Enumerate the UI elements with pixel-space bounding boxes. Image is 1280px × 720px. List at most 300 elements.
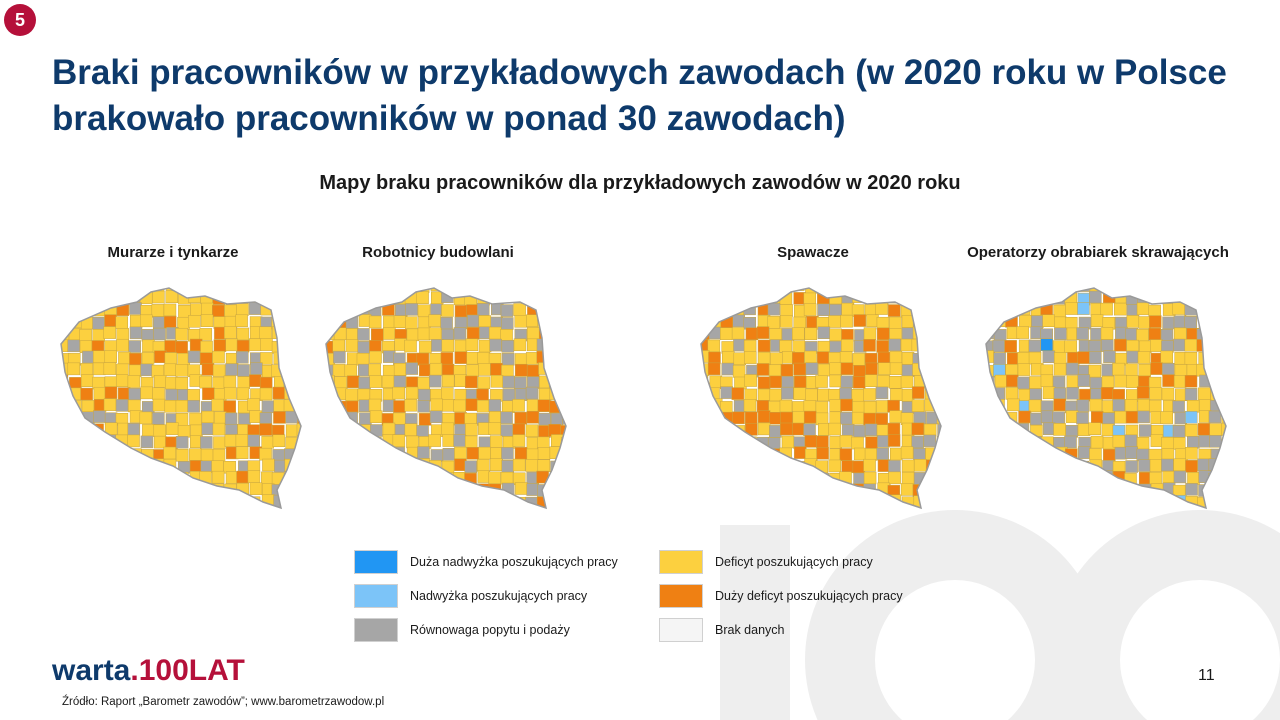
county-region xyxy=(1139,425,1151,437)
county-region xyxy=(44,472,56,484)
county-region xyxy=(236,497,248,509)
county-region xyxy=(806,389,818,401)
county-region xyxy=(853,401,865,413)
county-region xyxy=(1053,376,1065,388)
county-region xyxy=(830,363,842,375)
county-region xyxy=(513,459,525,471)
county-region xyxy=(1089,291,1101,303)
county-region xyxy=(1186,483,1198,495)
county-region xyxy=(924,435,936,447)
county-region xyxy=(1211,351,1223,363)
county-region xyxy=(479,316,491,328)
county-region xyxy=(781,280,793,292)
county-region xyxy=(958,387,970,399)
county-region xyxy=(1066,509,1078,520)
county-region xyxy=(684,472,696,484)
county-region xyxy=(1199,352,1211,364)
county-region xyxy=(1163,375,1175,387)
county-region xyxy=(995,291,1007,303)
county-region xyxy=(758,460,770,472)
county-region xyxy=(153,317,165,329)
county-region xyxy=(33,328,44,340)
county-region xyxy=(1029,340,1041,352)
county-region xyxy=(684,496,696,508)
county-region xyxy=(237,340,249,352)
county-region xyxy=(176,508,188,520)
source-note: Źródło: Raport „Barometr zawodów”; www.barometrzawodow.pl xyxy=(62,696,385,708)
county-region xyxy=(684,389,696,401)
county-region xyxy=(501,425,513,437)
county-region xyxy=(912,423,924,435)
county-region xyxy=(958,472,969,484)
county-region xyxy=(840,412,852,424)
logo-warta-text: warta xyxy=(52,654,131,687)
county-region xyxy=(503,291,515,303)
county-region xyxy=(912,387,924,399)
county-region xyxy=(971,485,983,497)
county-region xyxy=(248,507,260,519)
county-region xyxy=(575,496,578,508)
county-region xyxy=(1018,364,1030,376)
county-region xyxy=(357,460,369,472)
county-region xyxy=(959,292,971,304)
county-region xyxy=(926,304,938,316)
county-region xyxy=(333,471,345,483)
county-region xyxy=(829,460,841,472)
county-region xyxy=(551,364,563,376)
county-region xyxy=(888,423,900,435)
county-region xyxy=(950,315,953,327)
county-region xyxy=(81,363,93,375)
county-region xyxy=(982,447,994,459)
county-region xyxy=(1175,364,1187,376)
county-region xyxy=(686,449,698,461)
county-region xyxy=(466,339,478,351)
county-region xyxy=(708,352,720,364)
county-region xyxy=(684,435,696,447)
county-region xyxy=(358,280,370,291)
county-region xyxy=(224,327,236,339)
county-region xyxy=(394,496,406,508)
county-region xyxy=(926,471,938,483)
slide-section-badge: 5 xyxy=(4,4,36,36)
county-region xyxy=(370,425,382,437)
county-region xyxy=(697,364,709,376)
county-region xyxy=(1091,497,1103,509)
county-region xyxy=(1029,352,1041,364)
county-region xyxy=(224,280,236,291)
county-region xyxy=(178,497,190,509)
county-region xyxy=(817,485,829,497)
county-region xyxy=(781,472,793,484)
county-region xyxy=(575,328,578,340)
county-region xyxy=(696,436,708,448)
county-region xyxy=(46,280,58,291)
county-region xyxy=(816,413,828,425)
county-region xyxy=(1223,304,1235,316)
county-region xyxy=(758,447,770,459)
county-region xyxy=(224,509,236,520)
county-region xyxy=(864,401,876,413)
county-region xyxy=(1199,281,1211,293)
county-region xyxy=(684,315,696,327)
county-region xyxy=(852,280,864,291)
county-region xyxy=(44,401,56,413)
county-region xyxy=(983,305,995,317)
county-region xyxy=(549,495,561,507)
county-region xyxy=(1162,363,1174,375)
county-region xyxy=(698,291,710,303)
county-region xyxy=(757,508,769,520)
county-region xyxy=(1185,411,1197,423)
maps-subtitle: Mapy braku pracowników dla przykładowych zawodów w 2020 roku xyxy=(319,172,961,194)
county-region xyxy=(455,317,467,329)
county-region xyxy=(176,364,188,376)
county-region xyxy=(178,425,190,437)
county-region xyxy=(745,293,757,305)
county-region xyxy=(721,387,733,399)
county-region xyxy=(902,460,914,472)
county-region xyxy=(562,365,574,377)
county-region xyxy=(117,459,129,471)
county-region xyxy=(443,280,455,291)
county-region xyxy=(395,509,407,520)
county-region xyxy=(1089,340,1101,352)
county-region xyxy=(393,387,405,399)
county-region xyxy=(575,341,578,353)
county-region xyxy=(924,316,936,328)
county-region xyxy=(876,303,888,315)
map-label: Robotnicy budowlani xyxy=(362,243,514,261)
county-region xyxy=(817,507,829,519)
county-region xyxy=(1030,473,1042,485)
county-region xyxy=(140,412,152,424)
county-region xyxy=(200,328,212,340)
county-region xyxy=(527,377,539,389)
county-region xyxy=(285,339,297,351)
county-region xyxy=(345,280,357,292)
county-region xyxy=(202,363,214,375)
county-region xyxy=(1162,437,1174,449)
county-region xyxy=(455,424,467,436)
legend-swatch xyxy=(354,618,398,642)
county-region xyxy=(1138,411,1150,423)
county-region xyxy=(200,436,212,448)
county-region xyxy=(686,375,698,387)
county-region xyxy=(273,292,285,304)
county-region xyxy=(260,339,272,351)
county-region xyxy=(539,413,551,425)
county-region xyxy=(383,495,395,507)
county-region xyxy=(527,280,539,292)
county-region xyxy=(117,293,129,305)
county-region xyxy=(948,460,953,472)
county-region xyxy=(924,327,936,339)
county-region xyxy=(309,339,321,351)
county-region xyxy=(1103,351,1115,363)
county-region xyxy=(250,281,262,293)
county-region xyxy=(164,316,176,328)
county-region xyxy=(889,509,901,520)
county-region xyxy=(1222,291,1234,303)
county-region xyxy=(829,497,841,509)
county-region xyxy=(140,473,152,485)
county-region xyxy=(358,389,370,401)
county-region xyxy=(213,437,225,449)
county-region xyxy=(383,507,395,519)
county-region xyxy=(830,483,842,495)
county-region xyxy=(237,508,249,520)
county-region xyxy=(865,280,877,291)
county-region xyxy=(128,400,140,412)
county-region xyxy=(793,411,805,423)
county-region xyxy=(501,317,513,329)
county-region xyxy=(1223,507,1235,519)
county-region xyxy=(200,376,212,388)
county-region xyxy=(311,387,323,399)
county-region xyxy=(116,449,128,461)
county-region xyxy=(938,303,950,315)
county-region xyxy=(117,339,129,351)
county-region xyxy=(840,435,852,447)
county-region xyxy=(176,328,188,340)
county-region xyxy=(970,413,982,425)
county-region xyxy=(1138,399,1150,411)
county-region xyxy=(864,413,876,425)
county-region xyxy=(958,353,969,365)
county-region xyxy=(1005,340,1017,352)
county-region xyxy=(69,400,81,412)
county-region xyxy=(104,363,116,375)
county-region xyxy=(93,351,105,363)
county-region xyxy=(758,484,770,496)
county-region xyxy=(1101,471,1113,483)
county-region xyxy=(770,328,782,340)
county-region xyxy=(225,435,237,447)
county-region xyxy=(902,472,914,484)
county-region xyxy=(1031,509,1043,520)
county-region xyxy=(128,484,140,496)
county-region xyxy=(1139,317,1151,329)
poland-map-construction-workers xyxy=(298,280,578,520)
county-region xyxy=(830,400,842,412)
county-region xyxy=(166,389,178,401)
county-region xyxy=(309,484,321,496)
county-region xyxy=(732,412,744,424)
county-region xyxy=(1185,447,1197,459)
county-region xyxy=(359,507,371,519)
county-region xyxy=(105,507,117,519)
county-region xyxy=(116,399,128,411)
county-region xyxy=(58,496,70,508)
county-region xyxy=(1029,483,1041,495)
page-number: 11 xyxy=(1198,667,1215,684)
county-region xyxy=(721,316,733,328)
county-region xyxy=(768,495,780,507)
county-region xyxy=(958,377,969,389)
county-region xyxy=(1138,507,1150,519)
county-region xyxy=(959,435,971,447)
county-region xyxy=(914,459,926,471)
county-region xyxy=(770,353,782,365)
county-region xyxy=(818,304,830,316)
county-region xyxy=(489,472,501,484)
county-region xyxy=(538,305,550,317)
county-region xyxy=(792,472,804,484)
county-region xyxy=(33,364,44,376)
county-region xyxy=(1233,293,1238,305)
county-region xyxy=(794,447,806,459)
county-region xyxy=(854,425,866,437)
county-region xyxy=(1089,448,1101,460)
county-region xyxy=(238,413,250,425)
county-region xyxy=(902,280,914,291)
county-region xyxy=(1211,497,1223,509)
county-region xyxy=(902,291,914,303)
county-region xyxy=(1210,376,1222,388)
county-region xyxy=(201,315,213,327)
county-region xyxy=(1138,352,1150,364)
county-region xyxy=(1126,447,1138,459)
county-region xyxy=(1139,460,1151,472)
county-region xyxy=(958,317,969,329)
county-region xyxy=(793,341,805,353)
county-region xyxy=(938,351,950,363)
county-region xyxy=(1005,471,1017,483)
county-region xyxy=(958,399,970,411)
county-region xyxy=(261,281,273,293)
county-region xyxy=(854,473,866,485)
county-region xyxy=(80,508,92,520)
county-region xyxy=(890,363,902,375)
county-region xyxy=(284,328,296,340)
county-region xyxy=(550,281,562,293)
county-region xyxy=(732,435,744,447)
county-region xyxy=(722,363,734,375)
county-region xyxy=(673,280,685,292)
county-region xyxy=(782,376,794,388)
county-region xyxy=(309,315,321,327)
county-region xyxy=(981,483,993,495)
county-region xyxy=(550,471,562,483)
county-region xyxy=(92,436,104,448)
county-region xyxy=(502,508,514,520)
county-region xyxy=(1235,483,1238,495)
county-region xyxy=(118,509,130,520)
county-region xyxy=(758,423,770,435)
county-region xyxy=(949,280,953,292)
county-region xyxy=(1115,375,1127,387)
county-region xyxy=(226,472,238,484)
county-region xyxy=(1198,459,1210,471)
county-region xyxy=(1055,317,1067,329)
county-region xyxy=(1065,317,1077,329)
county-region xyxy=(141,364,153,376)
county-region xyxy=(489,411,501,423)
county-region xyxy=(141,459,153,471)
county-region xyxy=(673,389,684,401)
county-region xyxy=(477,280,489,291)
county-region xyxy=(1138,376,1150,388)
county-region xyxy=(369,364,381,376)
county-region xyxy=(321,399,333,411)
county-region xyxy=(1137,303,1149,315)
county-region xyxy=(116,364,128,376)
county-region xyxy=(417,473,429,485)
county-region xyxy=(1091,315,1103,327)
county-region xyxy=(912,400,924,412)
county-region xyxy=(359,377,371,389)
county-region xyxy=(877,435,889,447)
county-region xyxy=(769,401,781,413)
county-region xyxy=(926,352,938,364)
county-region xyxy=(154,375,166,387)
county-region xyxy=(840,352,852,364)
county-region xyxy=(176,485,188,497)
county-region xyxy=(830,329,842,341)
county-region xyxy=(1187,292,1199,304)
county-region xyxy=(1017,435,1029,447)
county-region xyxy=(273,387,285,399)
county-region xyxy=(515,447,527,459)
county-region xyxy=(260,424,272,436)
county-region xyxy=(684,281,696,293)
county-region xyxy=(806,484,818,496)
county-region xyxy=(260,388,272,400)
county-region xyxy=(106,291,118,303)
county-region xyxy=(249,375,261,387)
county-region xyxy=(188,389,200,401)
county-region xyxy=(429,315,441,327)
county-region xyxy=(383,365,395,377)
county-region xyxy=(890,448,902,460)
county-region xyxy=(1127,351,1139,363)
county-region xyxy=(1173,437,1185,449)
county-region xyxy=(913,448,925,460)
county-region xyxy=(1078,375,1090,387)
county-region xyxy=(1006,459,1018,471)
county-region xyxy=(994,353,1006,365)
county-region xyxy=(310,293,322,305)
county-region xyxy=(1066,425,1078,437)
county-region xyxy=(1139,364,1151,376)
county-region xyxy=(526,387,538,399)
county-region xyxy=(176,400,188,412)
county-region xyxy=(70,449,82,461)
county-region xyxy=(1031,459,1043,471)
county-region xyxy=(890,351,902,363)
county-region xyxy=(357,448,369,460)
county-region xyxy=(563,401,575,413)
county-region xyxy=(465,424,477,436)
county-region xyxy=(745,389,757,401)
county-region xyxy=(1065,449,1077,461)
county-region xyxy=(371,460,383,472)
county-region xyxy=(176,449,188,461)
county-region xyxy=(781,412,793,424)
county-region xyxy=(1125,496,1137,508)
county-region xyxy=(722,425,734,437)
county-region xyxy=(515,412,527,424)
county-region xyxy=(842,461,854,473)
county-region xyxy=(538,460,550,472)
county-region xyxy=(393,435,405,447)
county-region xyxy=(758,377,770,389)
county-region xyxy=(202,509,214,520)
county-region xyxy=(816,376,828,388)
county-region xyxy=(81,292,93,304)
county-region xyxy=(274,460,286,472)
